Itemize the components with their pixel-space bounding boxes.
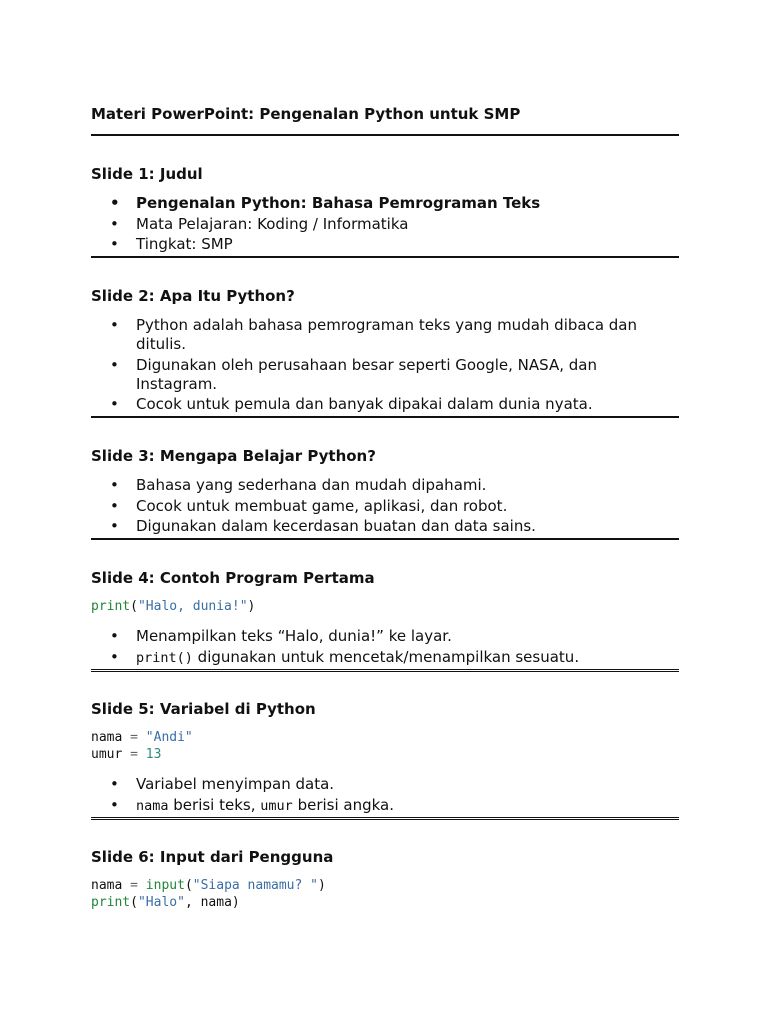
code-string: "Halo" (137, 895, 185, 910)
divider (91, 134, 679, 136)
code-operator: = (122, 730, 146, 745)
slide-3-bullets (91, 476, 679, 536)
slide-5-heading: Slide 5: Variabel di Python (91, 700, 316, 718)
code-paren: ) (318, 878, 326, 893)
code-paren: ) (247, 599, 256, 614)
code-paren: ( (184, 878, 193, 893)
slide-6-section (91, 847, 679, 911)
slide-3-section (91, 446, 679, 540)
list-item: • Menampilkan teks “Halo, dunia!” ke layar. (91, 627, 679, 646)
list-item: • Cocok untuk membuat game, aplikasi, dan robot. (91, 497, 679, 516)
code-text: , nama (184, 895, 232, 910)
code-string: "Halo, dunia!" (137, 599, 248, 614)
divider (91, 817, 679, 821)
document (91, 104, 679, 911)
code-block (91, 729, 679, 763)
code-string: "Siapa namamu? " (192, 878, 318, 893)
code-operator: = (122, 747, 146, 762)
divider (91, 538, 679, 540)
code-number: 13 (145, 747, 162, 762)
list-item: • Python adalah bahasa pemrograman teks yang mudah dibaca dan ditulis. (91, 316, 679, 354)
code-function: print (91, 599, 131, 614)
code-variable: nama (91, 878, 123, 893)
list-item-text: digunakan untuk mencetak/menampilkan sesuatu. (192, 647, 580, 666)
divider (91, 669, 679, 673)
code-variable: umur (91, 747, 123, 762)
slide-1-bullets (91, 194, 679, 254)
slide-4-heading: Slide 4: Contoh Program Pertama (91, 569, 375, 587)
slide-2-heading: Slide 2: Apa Itu Python? (91, 287, 295, 305)
slide-2-bullets (91, 316, 679, 414)
slide-1-heading: Slide 1: Judul (91, 165, 203, 183)
list-item (91, 648, 679, 668)
list-item: • Mata Pelajaran: Koding / Informatika (91, 215, 679, 234)
list-item-text: berisi angka. (292, 795, 395, 814)
list-item: • Variabel menyimpan data. (91, 775, 679, 794)
inline-code: print() (136, 649, 193, 666)
list-item: • Cocok untuk pemula dan banyak dipakai dalam dunia nyata. (91, 395, 679, 414)
code-string: "Andi" (145, 730, 193, 745)
slide-5-bullets (91, 775, 679, 816)
list-item: • Bahasa yang sederhana dan mudah dipahami. (91, 476, 679, 495)
list-item: • Pengenalan Python: Bahasa Pemrograman Teks (91, 194, 679, 213)
code-variable: nama (91, 730, 123, 745)
list-item: • Tingkat: SMP (91, 235, 679, 254)
divider (91, 256, 679, 258)
inline-code: nama (136, 797, 169, 814)
inline-code: umur (260, 797, 293, 814)
code-block (91, 877, 679, 911)
document-title: Materi PowerPoint: Pengenalan Python untuk SMP (91, 105, 521, 123)
list-item (91, 796, 679, 816)
code-paren: ) (231, 895, 240, 910)
slide-4-section (91, 568, 679, 673)
divider (91, 416, 679, 418)
slide-5-section (91, 699, 679, 821)
code-block (91, 598, 679, 615)
list-item-text: berisi teks, (168, 795, 261, 814)
list-item: • Digunakan oleh perusahaan besar seperti Google, NASA, dan Instagram. (91, 356, 679, 394)
code-paren: ( (130, 895, 138, 910)
slide-2-section (91, 286, 679, 418)
code-function: print (91, 895, 131, 910)
code-paren: ( (130, 599, 138, 614)
code-operator: = (122, 878, 146, 893)
list-item: • Digunakan dalam kecerdasan buatan dan data sains. (91, 517, 679, 536)
slide-1-section (91, 164, 679, 258)
slide-4-bullets (91, 627, 679, 668)
slide-6-heading: Slide 6: Input dari Pengguna (91, 848, 334, 866)
code-function: input (145, 878, 185, 893)
slide-3-heading: Slide 3: Mengapa Belajar Python? (91, 447, 376, 465)
